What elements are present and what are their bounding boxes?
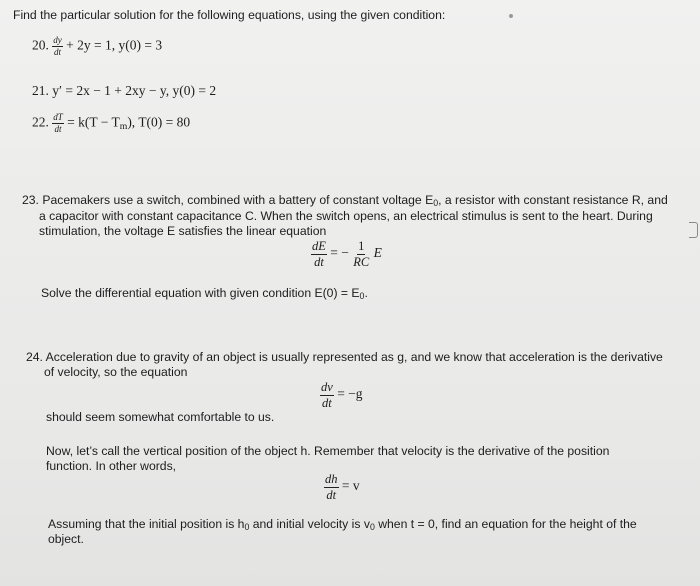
problem-24-line-1: 24. Acceleration due to gravity of an object is usually represented as g, and we know that acceleration is the derivative	[26, 350, 663, 364]
problem-23-var-e: E	[373, 245, 382, 261]
problem-21	[32, 83, 216, 99]
problem-24-eq1-rhs: = −g	[337, 386, 363, 402]
problem-23-rhs-fraction: $\frac{1}{RC}$	[353, 239, 370, 269]
instruction-text: Find the particular solution for the following equations, using the given condition:	[13, 8, 446, 22]
problem-20	[32, 36, 162, 57]
problem-22-subscript: m	[119, 121, 128, 133]
problem-23-line-3: stimulation, the voltage E satisfies the linear equation	[39, 224, 327, 238]
problem-24-line-4: Now, let’s call the vertical position of the object h. Remember that velocity is the derivative of the position	[46, 444, 610, 458]
problem-24-line-5: function. In other words,	[46, 459, 177, 473]
scan-mark	[509, 14, 513, 18]
problem-22	[32, 113, 190, 134]
problem-22-equation-b: ), T(0) = 80	[127, 114, 191, 130]
problem-24-line-3: should seem somewhat comfortable to us.	[46, 410, 275, 424]
problem-23-lhs-fraction: $\frac{dE}{dt}$	[312, 239, 326, 269]
problem-22-equation-a: = k(T − T	[67, 114, 120, 130]
page-edge-mark-icon	[689, 222, 698, 238]
problem-23-equation	[311, 240, 382, 268]
problem-20-number: 20.	[32, 37, 49, 53]
problem-24-line-6: Assuming that the initial position is $h_0$ and initial velocity is $v_0$ when t = 0, find an equation for the height of the	[48, 517, 637, 533]
problem-23-line-1: 23. Pacemakers use a switch, combined with a battery of constant voltage $E_0$, a resistor with constant resistance R, and	[22, 193, 668, 209]
problem-22-fraction: $\frac{dT}{dt}$	[53, 112, 63, 134]
problem-23-equals: = −	[330, 245, 349, 261]
problem-21-equation: y′ = 2x − 1 + 2xy − y, y(0) = 2	[52, 83, 217, 98]
problem-24-eq2-fraction: $\frac{dh}{dt}$	[325, 472, 338, 502]
problem-23-line-2: a capacitor with constant capacitance C. When the switch opens, an electrical stimulus is sent to the heart. During	[39, 209, 653, 223]
problem-20-equation: + 2y = 1, y(0) = 3	[66, 37, 163, 53]
problem-24-eq2-rhs: = v	[341, 478, 360, 494]
problem-24-equation-1	[320, 381, 363, 409]
problem-22-number: 22.	[32, 114, 49, 130]
problem-24-eq1-fraction: $\frac{dv}{dt}$	[321, 380, 333, 410]
problem-20-fraction: $\frac{dy}{dt}$	[53, 35, 62, 57]
problem-21-number: 21.	[32, 83, 49, 98]
problem-24-line-7: object.	[48, 532, 84, 546]
problem-23-solve: Solve the differential equation with given condition $E(0) = E_0$.	[41, 286, 368, 302]
problem-24-line-2: of velocity, so the equation	[44, 365, 188, 379]
problem-24-equation-2	[324, 473, 360, 501]
